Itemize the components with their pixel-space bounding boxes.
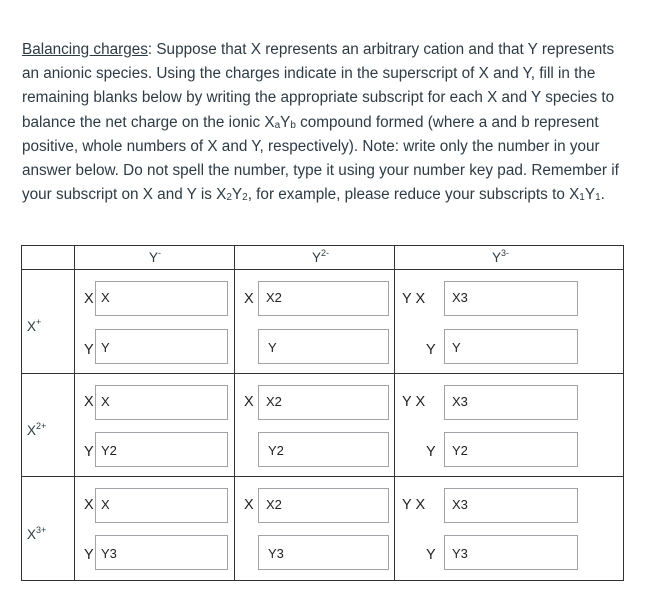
x-input-label: X2 [266,394,282,409]
x-prefix: Y X [402,394,426,410]
y-subscript-input[interactable] [444,329,578,364]
x-input-label: X [101,394,110,409]
y-input-label: Y [268,340,277,355]
column-header-y-minus: Y- [149,248,162,265]
x-subscript-input[interactable] [95,488,228,523]
x-input-label: X3 [452,497,468,512]
y-prefix: Y [426,547,436,563]
x-prefix: X [84,497,94,513]
x-prefix: X [244,291,254,307]
x-input-label: X3 [452,290,468,305]
x-input-label: X2 [266,290,282,305]
y-input-label: Y2 [452,443,468,458]
column-header-y-2minus: $Y^{2-}$ [312,248,330,265]
row-header-x-2plus: $X^{2+}$ [27,421,47,438]
x-prefix: X [84,291,94,307]
x-prefix: X [244,497,254,513]
y-input-label: Y2 [101,443,117,458]
x-prefix: X [244,394,254,410]
x-prefix: Y X [402,497,426,513]
grid-line [22,269,623,270]
x-subscript-input[interactable] [258,281,389,316]
grid-line [22,476,623,477]
x-input-label: X2 [266,497,282,512]
y-input-label: Y3 [101,546,117,561]
x-prefix: X [84,394,94,410]
y-subscript-input[interactable] [95,329,228,364]
row-header-x-3plus: $X^{3+}$ [27,525,47,542]
y-subscript-input[interactable] [258,432,389,467]
grid-line [22,373,623,374]
y-input-label: Y2 [268,443,284,458]
question-label: Balancing charges [22,41,148,58]
y-input-label: Y [452,340,461,355]
y-subscript-input[interactable] [258,535,389,570]
row-header-x-plus: X+ [27,317,42,334]
x-subscript-input[interactable] [95,281,228,316]
column-header-y-3minus: $Y^{3-}$ [492,248,510,265]
y-input-label: Y3 [268,546,284,561]
x-subscript-input[interactable] [444,281,578,316]
x-input-label: X [101,497,110,512]
y-prefix: Y [84,444,94,460]
x-input-label: X3 [452,394,468,409]
y-subscript-input[interactable] [444,432,578,467]
y-input-label: Y [101,340,110,355]
x-subscript-input[interactable] [95,385,228,420]
x-prefix: Y X [402,291,426,307]
grid-line [234,246,235,580]
y-subscript-input[interactable] [95,432,228,467]
grid-line [74,246,75,580]
x-subscript-input[interactable] [444,385,578,420]
y-prefix: Y [426,342,436,358]
y-input-label: Y3 [452,546,468,561]
x-input-label: X [101,290,110,305]
y-subscript-input[interactable] [444,535,578,570]
x-subscript-input[interactable] [258,488,389,523]
y-prefix: Y [84,342,94,358]
grid-line [394,246,395,580]
y-subscript-input[interactable] [258,329,389,364]
charge-table [21,245,624,581]
question-text: Balancing charges: Suppose that X represents an arbitrary cation and that Y represents an anionic species. Using the charges indicate in the superscript of X and Y, fill in the remaining blanks below by writing the appropriate subscript for each X and Y species to balance the net charge on the ionic $X_aY_b$ compound formed (where a and b represent positive, whole numbers of X and Y, respectively). Note: write only the number in your answer below. Do not spell the number, type it using your number key pad. Remember if your subscript on X and Y is $X_2Y_2$, for example, please reduce your subscripts to $X_1Y_1$. [22,41,619,204]
y-prefix: Y [84,547,94,563]
x-subscript-input[interactable] [258,385,389,420]
x-subscript-input[interactable] [444,488,578,523]
y-subscript-input[interactable] [95,535,228,570]
y-prefix: Y [426,444,436,460]
